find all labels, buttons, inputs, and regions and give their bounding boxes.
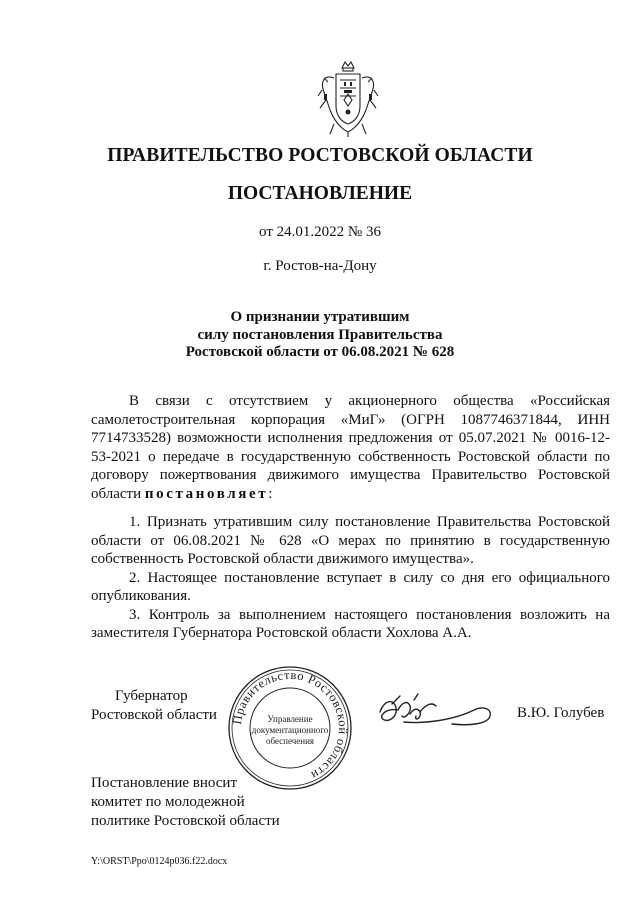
subject-line: силу постановления Правительства <box>197 326 443 343</box>
position-line: Губернатор <box>115 688 188 704</box>
preamble-paragraph <box>91 392 610 503</box>
decree-subject <box>0 309 640 362</box>
coat-of-arms-icon <box>316 60 380 138</box>
stamp-inner-line: обеспечения <box>265 736 315 746</box>
decree-item: 3. Контроль за выполнением настоящего постановления возложить на заместителя Губернатора Ростовской области Хохлова А.А. <box>91 606 610 641</box>
decree-item: 2. Настоящее постановление вступает в силу со дня его официального опубликования. <box>91 569 610 604</box>
position-line: Ростовской области <box>91 706 217 723</box>
resolves-word: постановляет <box>144 485 269 502</box>
note-line: Постановление вносит <box>91 775 238 791</box>
official-stamp <box>226 664 354 792</box>
date-number: от 24.01.2022 № 36 <box>259 224 381 240</box>
document-type: ПОСТАНОВЛЕНИЕ <box>227 183 413 204</box>
decree-item: 1. Признать утратившим силу постановление Правительства Ростовской области от 06.08.2021 № 628 «О мерах по принятию в государственную собственность Ростовской области движимого имущества». <box>91 514 610 567</box>
city: г. Ростов-на-Дону <box>263 258 377 274</box>
submitted-by-note <box>91 774 280 831</box>
note-line: политике Ростовской области <box>91 813 280 829</box>
stamp-inner-line: документационного <box>251 725 329 735</box>
signer-name: В.Ю. Голубев <box>517 705 605 721</box>
stamp-inner-line: Управление <box>267 714 313 724</box>
handwritten-signature-icon <box>374 690 498 734</box>
file-path: Y:\ORST\Ppo\0124p036.f22.docx <box>91 856 228 867</box>
subject-line: Ростовской области от 06.08.2021 № 628 <box>185 344 455 360</box>
note-line: комитет по молодежной <box>91 794 245 810</box>
resolves-colon: : <box>268 485 273 502</box>
subject-line: О признании утратившим <box>230 309 410 325</box>
stamp-outer-text: Правительство Ростовской области <box>230 667 351 783</box>
decree-items <box>91 513 610 643</box>
preamble-text: В связи с отсутствием у акционерного общества «Российская самолетостроительная корпорация «МиГ» (ОГРН 1087746371844, ИНН 7714733528) возможности исполнения предложения от 05.07.2021 № 0016-12-53-2021 о передаче в государственную собственность Ростовской области по договору пожертвования движимого имущества Правительство Ростовской области <box>91 393 610 502</box>
signatory-position <box>91 687 217 724</box>
government-name: ПРАВИТЕЛЬСТВО РОСТОВСКОЙ ОБЛАСТИ <box>107 145 533 166</box>
